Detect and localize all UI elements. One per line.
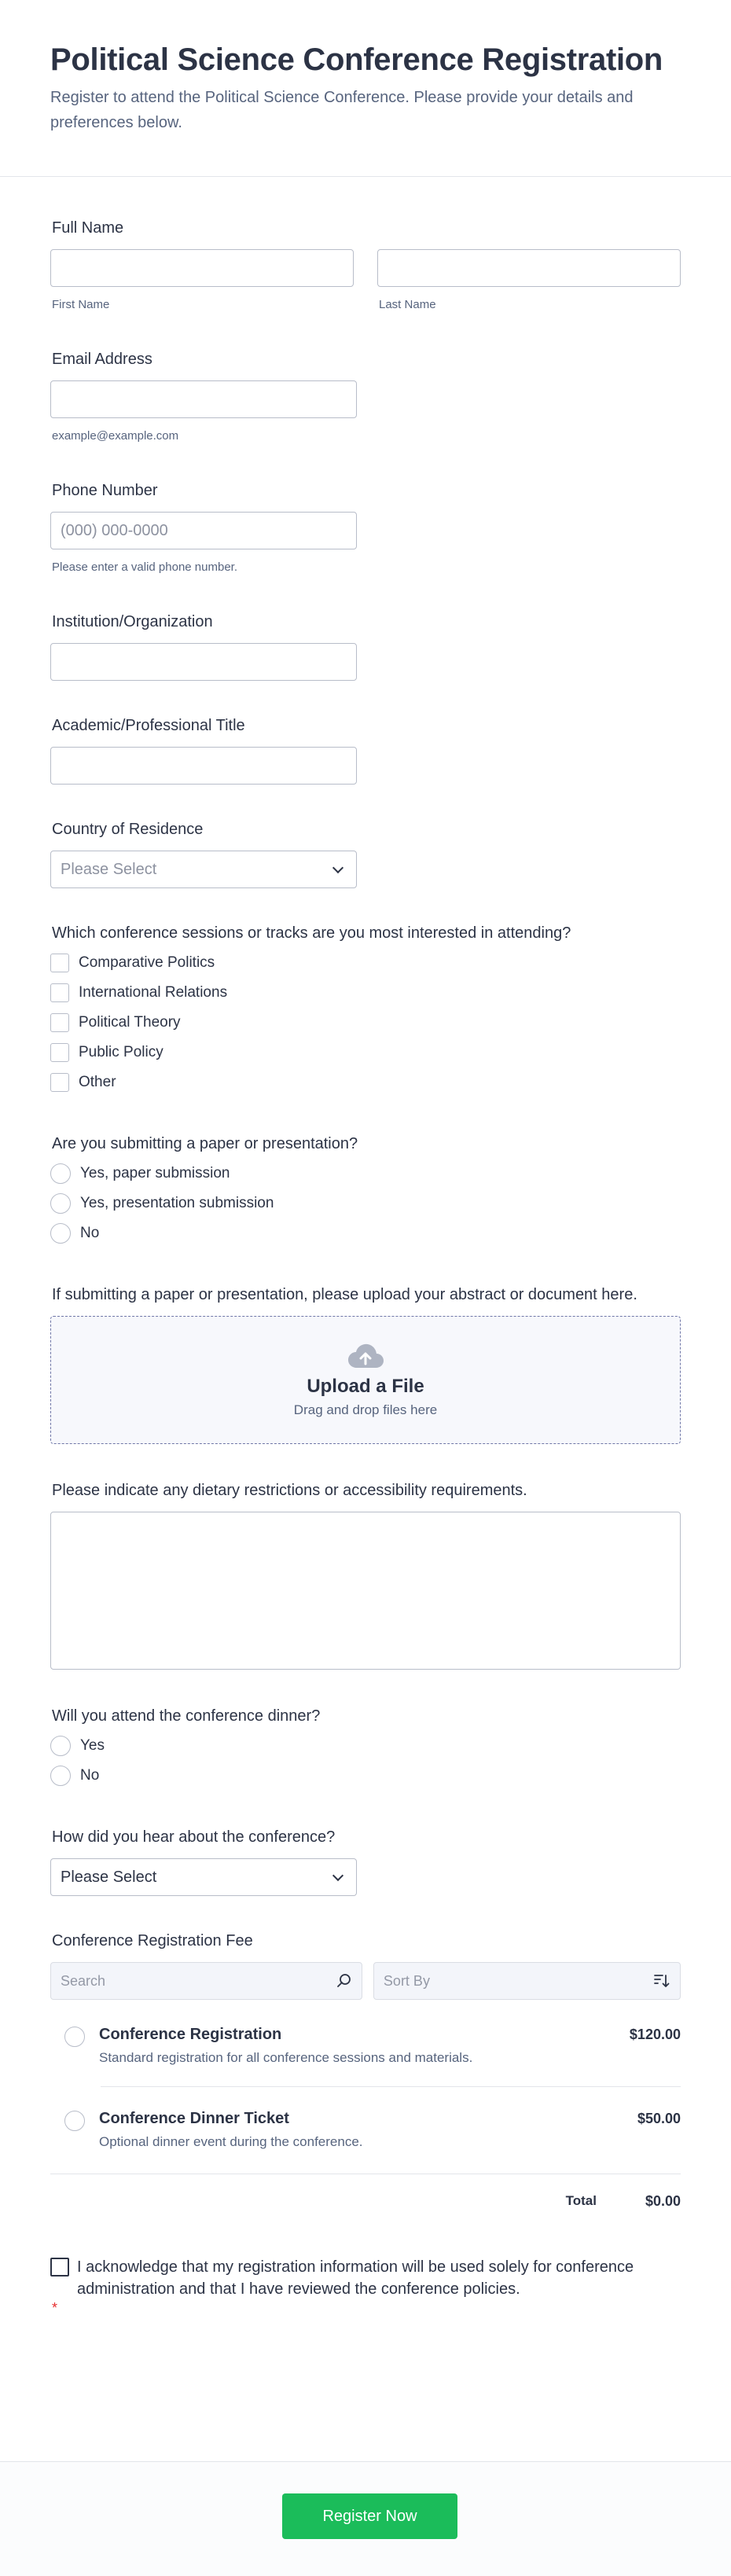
fee-field [50, 1931, 681, 2225]
radio-button[interactable] [50, 1163, 71, 1184]
email-sublabel: example@example.com [52, 429, 179, 443]
product-search-input[interactable]: Search [50, 1962, 362, 2000]
academic-title-input[interactable] [50, 747, 357, 785]
radio-button[interactable] [64, 2027, 85, 2047]
checkbox[interactable] [50, 983, 69, 1002]
required-marker: * [52, 2300, 58, 2316]
institution-label: Institution/Organization [52, 613, 213, 630]
dietary-label: Please indicate any dietary restrictions or accessibility requirements. [52, 1482, 527, 1499]
dinner-option-yes[interactable]: Yes [50, 1731, 681, 1761]
academic-title-label: Academic/Professional Title [52, 717, 245, 734]
radio-button[interactable] [50, 1193, 71, 1214]
first-name-sublabel: First Name [52, 298, 110, 311]
country-field [50, 819, 681, 888]
full-name-label: Full Name [52, 219, 124, 237]
paper-field [50, 1134, 681, 1248]
sort-icon [653, 1973, 670, 1989]
search-icon [336, 1973, 352, 1989]
product-name: Conference Registration [99, 2026, 282, 2043]
email-field [50, 349, 681, 444]
paper-option[interactable]: No [50, 1218, 681, 1248]
paper-option[interactable]: Yes, presentation submission [50, 1189, 681, 1218]
first-name-input[interactable] [50, 249, 354, 287]
dietary-field [50, 1480, 681, 1670]
product-item[interactable] [50, 2092, 681, 2150]
paper-label: Are you submitting a paper or presentation? [52, 1135, 358, 1152]
product-name: Conference Dinner Ticket [99, 2110, 289, 2127]
form-footer [0, 2461, 731, 2576]
radio-button[interactable] [50, 1736, 71, 1756]
last-name-sublabel: Last Name [379, 298, 436, 311]
page-description: Register to attend the Political Science Conference. Please provide your details and preferences below. [50, 89, 634, 131]
total-value: $0.00 [645, 2192, 681, 2209]
full-name-field [50, 218, 681, 313]
dinner-option-no[interactable]: No [50, 1761, 681, 1791]
product-description: Standard registration for all conference sessions and materials. [99, 2050, 473, 2065]
last-name-input[interactable] [377, 249, 681, 287]
checkbox[interactable] [50, 1073, 69, 1092]
radio-button[interactable] [50, 1766, 71, 1786]
upload-title: Upload a File [307, 1375, 424, 1397]
country-selected-value: Please Select [61, 860, 157, 878]
phone-label: Phone Number [52, 482, 158, 499]
referral-field [50, 1827, 681, 1896]
cloud-upload-icon [347, 1343, 384, 1369]
product-item[interactable] [50, 2008, 681, 2066]
country-label: Country of Residence [52, 821, 204, 838]
email-label: Email Address [52, 351, 152, 368]
consent-field [50, 2256, 681, 2317]
upload-label: If submitting a paper or presentation, please upload your abstract or document here. [52, 1286, 637, 1303]
referral-select[interactable] [50, 1858, 357, 1896]
checkbox[interactable] [50, 1013, 69, 1032]
phone-sublabel: Please enter a valid phone number. [52, 560, 237, 574]
radio-button[interactable] [64, 2111, 85, 2131]
dinner-field [50, 1706, 681, 1791]
session-option[interactable]: Public Policy [50, 1038, 681, 1068]
checkbox[interactable] [50, 1043, 69, 1062]
session-option[interactable]: Other [50, 1068, 681, 1097]
consent-checkbox[interactable] [50, 2258, 69, 2277]
email-input[interactable] [50, 380, 357, 418]
institution-input[interactable] [50, 643, 357, 681]
institution-field [50, 612, 681, 681]
upload-hint: Drag and drop files here [293, 1402, 438, 1417]
file-dropzone[interactable] [50, 1316, 681, 1444]
sessions-label: Which conference sessions or tracks are you most interested in attending? [52, 924, 571, 942]
phone-field [50, 480, 681, 575]
total-row [50, 2177, 681, 2225]
session-option[interactable]: Political Theory [50, 1008, 681, 1038]
form-header [0, 0, 731, 177]
product-price: $120.00 [629, 2027, 681, 2042]
divider [101, 2086, 681, 2087]
product-description: Optional dinner event during the conference. [99, 2134, 363, 2149]
referral-selected-value: Please Select [61, 1868, 157, 1886]
session-option[interactable]: Comparative Politics [50, 948, 681, 978]
sort-select[interactable]: Sort By [373, 1962, 681, 2000]
dietary-textarea[interactable] [50, 1512, 681, 1670]
chevron-down-icon [332, 862, 343, 873]
paper-option[interactable]: Yes, paper submission [50, 1159, 681, 1189]
dinner-label: Will you attend the conference dinner? [52, 1707, 321, 1725]
checkbox[interactable] [50, 954, 69, 972]
product-price: $50.00 [637, 2111, 681, 2126]
total-label: Total [565, 2193, 597, 2208]
chevron-down-icon [332, 1869, 343, 1880]
fee-label: Conference Registration Fee [52, 1932, 253, 1949]
registration-form [0, 218, 731, 2317]
country-select[interactable] [50, 851, 357, 888]
radio-button[interactable] [50, 1223, 71, 1244]
page-title: Political Science Conference Registration [50, 42, 663, 77]
consent-text: I acknowledge that my registration information will be used solely for conference administration and that I have reviewed the conference policies. [77, 2258, 634, 2298]
session-option[interactable]: International Relations [50, 978, 681, 1008]
register-now-button[interactable]: Register Now [282, 2493, 457, 2539]
academic-title-field [50, 715, 681, 785]
upload-field [50, 1284, 681, 1444]
referral-label: How did you hear about the conference? [52, 1828, 336, 1846]
sessions-field [50, 923, 681, 1097]
phone-input[interactable]: (000) 000-0000 [50, 512, 357, 549]
